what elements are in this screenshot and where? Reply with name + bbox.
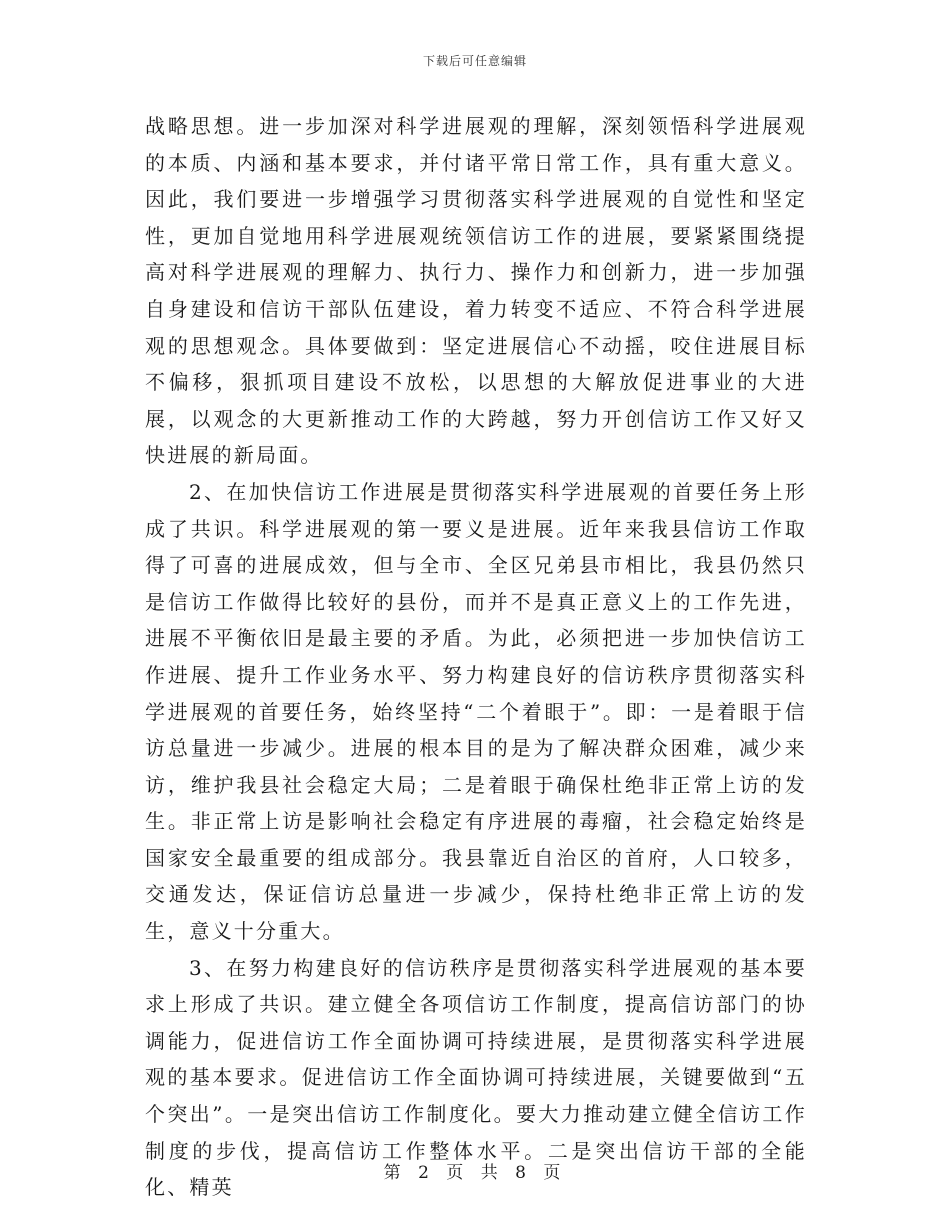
paragraph-2: 2、在加快信访工作进展是贯彻落实科学进展观的首要任务上形成了共识。科学进展观的第一要义是进展。近年来我县信访工作取得了可喜的进展成效，但与全市、全区兄弟县市相比，我县仍然只是信访工作做得比较好的县份，而并不是真正意义上的工作先进，进展不平衡依旧是最主要的矛盾。为此，必须把进一步加快信访工作进展、提升工作业务水平、努力构建良好的信访秩序贯彻落实科学进展观的首要任务，始终坚持“二个着眼于”。即：一是着眼于信访总量进一步减少。进展的根本目的是为了解决群众困难，减少来访，维护我县社会稳定大局；二是着眼于确保杜绝非正常上访的发生。非正常上访是影响社会稳定有序进展的毒瘤，社会稳定始终是国家安全最重要的组成部分。我县靠近自治区的首府，人口较多，交通发达，保证信访总量进一步减少，保持杜绝非正常上访的发生，意义十分重大。 (145, 479, 807, 944)
page-header: 下载后可任意编辑 (422, 54, 527, 68)
paragraph-3: 3、在努力构建良好的信访秩序是贯彻落实科学进展观的基本要求上形成了共识。建立健全各项信访工作制度，提高信访部门的协调能力，促进信访工作全面协调可持续进展，是贯彻落实科学进展观的基本要求。促进信访工作全面协调可持续进展，关键要做到“五个突出”。一是突出信访工作制度化。要大力推动建立健全信访工作制度的步伐，提高信访工作整体水平。二是突出信访干部的全能化、精英 (145, 955, 807, 1200)
document-body (145, 108, 807, 1206)
paragraph-1: 战略思想。进一步加深对科学进展观的理解，深刻领悟科学进展观的本质、内涵和基本要求，并付诸平常日常工作，具有重大意义。因此，我们要进一步增强学习贯彻落实科学进展观的自觉性和坚定性，更加自觉地用科学进展观统领信访工作的进展，要紧紧围绕提高对科学进展观的理解力、执行力、操作力和创新力，进一步加强自身建设和信访干部队伍建设，着力转变不适应、不符合科学进展观的思想观念。具体要做到：坚定进展信心不动摇，咬住进展目标不偏移，狠抓项目建设不放松，以思想的大解放促进事业的大进展，以观念的大更新推动工作的大跨越，努力开创信访工作又好又快进展的新局面。 (145, 114, 807, 468)
page-number-footer: 第 2 页 共 8 页 (383, 1163, 567, 1183)
